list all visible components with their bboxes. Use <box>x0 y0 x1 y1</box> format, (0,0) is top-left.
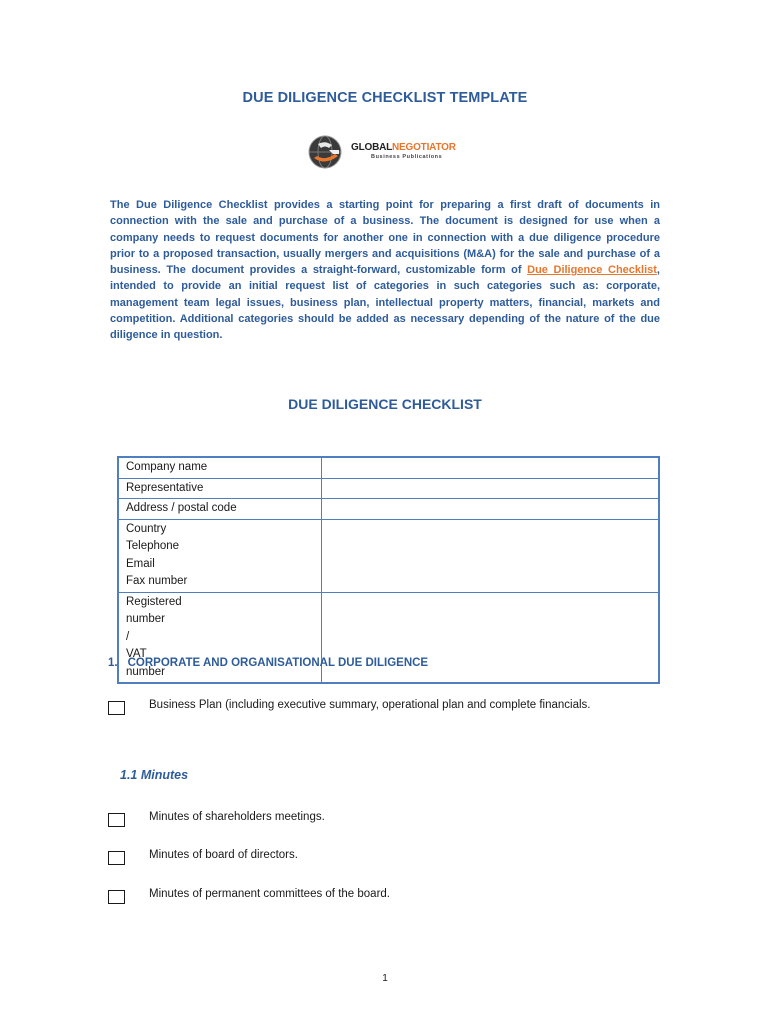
intro-text-before-link: The Due Diligence Checklist provides a starting point for preparing a first draft of documents in connection with the sale and purchase of a business. The document is designed for use when a company needs to request documents for another one in connection with a due diligence procedure prior to a proposed transaction, usually mergers and acquisitions (M&A) for the sale and purchase of a business. The document provides a straight-forward, customizable form of <box>110 199 660 277</box>
globe-logo-icon <box>305 132 349 170</box>
logo-name-part2: NEGOTIATOR <box>392 142 456 153</box>
representative-field[interactable] <box>321 478 659 499</box>
table-row <box>118 519 659 592</box>
telephone-label: Telephone <box>126 540 180 552</box>
label-text: Representative <box>126 481 204 494</box>
intro-text-after-link: , intended to provide an initial request list of categories in such categories such as: corporate, management team legal issues, business plan, intellectual property matters, financial, markets and competition. Additional categories should be added as necessary depending of the nature of the due diligence in question. <box>110 264 660 342</box>
checklist-item-committees-minutes <box>108 886 660 906</box>
registered-vat-label <box>118 592 321 683</box>
global-negotiator-logo <box>305 132 475 170</box>
contact-field[interactable] <box>321 519 659 592</box>
intro-paragraph <box>110 197 660 344</box>
label-text: Company name <box>126 461 208 473</box>
email-label: Email <box>126 557 155 570</box>
label-text: number <box>126 665 165 678</box>
address-label <box>118 499 321 520</box>
table-row <box>118 478 659 499</box>
section-title: CORPORATE AND ORGANISATIONAL DUE DILIGENCE <box>127 657 429 669</box>
checkbox[interactable] <box>108 890 125 904</box>
section-number: 1. <box>108 657 118 669</box>
table-row <box>118 592 659 683</box>
checkbox[interactable] <box>108 813 125 827</box>
section-1-heading <box>108 657 428 669</box>
representative-label <box>118 478 321 499</box>
contact-labels <box>118 519 321 592</box>
address-field[interactable] <box>321 499 659 520</box>
company-name-label <box>118 457 321 478</box>
checklist-item-board-minutes <box>108 847 660 867</box>
page-number: 1 <box>382 973 388 984</box>
subsection-1-1-heading: 1.1 Minutes <box>120 768 189 782</box>
table-row <box>118 499 659 520</box>
checklist-item-text: Minutes of permanent committees of the board. <box>149 888 390 900</box>
label-word: / <box>126 630 130 643</box>
logo-subtitle: Business Publications <box>371 154 443 160</box>
country-label: Country <box>126 522 167 535</box>
registered-vat-field[interactable] <box>321 592 659 683</box>
checkbox[interactable] <box>108 851 125 865</box>
label-word: Registered <box>126 595 182 608</box>
label-word: VAT <box>126 648 147 660</box>
checkbox[interactable] <box>108 701 125 715</box>
logo-name-part1: GLOBAL <box>351 142 393 153</box>
due-diligence-checklist-link[interactable]: Due Diligence Checklist <box>527 264 657 277</box>
table-row <box>118 457 659 478</box>
label-word: number <box>126 613 165 625</box>
checklist-item-text: Minutes of shareholders meetings. <box>149 811 325 823</box>
document-title: DUE DILIGENCE CHECKLIST TEMPLATE <box>242 90 528 106</box>
label-text: Address / postal code <box>126 502 237 514</box>
checklist-item-text: Minutes of board of directors. <box>149 849 298 861</box>
logo-name <box>351 142 456 153</box>
fax-number-label: Fax number <box>126 575 188 587</box>
checklist-item-business-plan <box>108 697 660 731</box>
company-info-table <box>117 456 660 684</box>
checklist-title: DUE DILIGENCE CHECKLIST <box>288 396 482 412</box>
company-name-field[interactable] <box>321 457 659 478</box>
registered-vat-line <box>126 594 314 664</box>
checklist-item-shareholders-minutes <box>108 809 660 829</box>
checklist-item-text: Business Plan (including executive summary, operational plan and complete financials. <box>149 699 591 711</box>
